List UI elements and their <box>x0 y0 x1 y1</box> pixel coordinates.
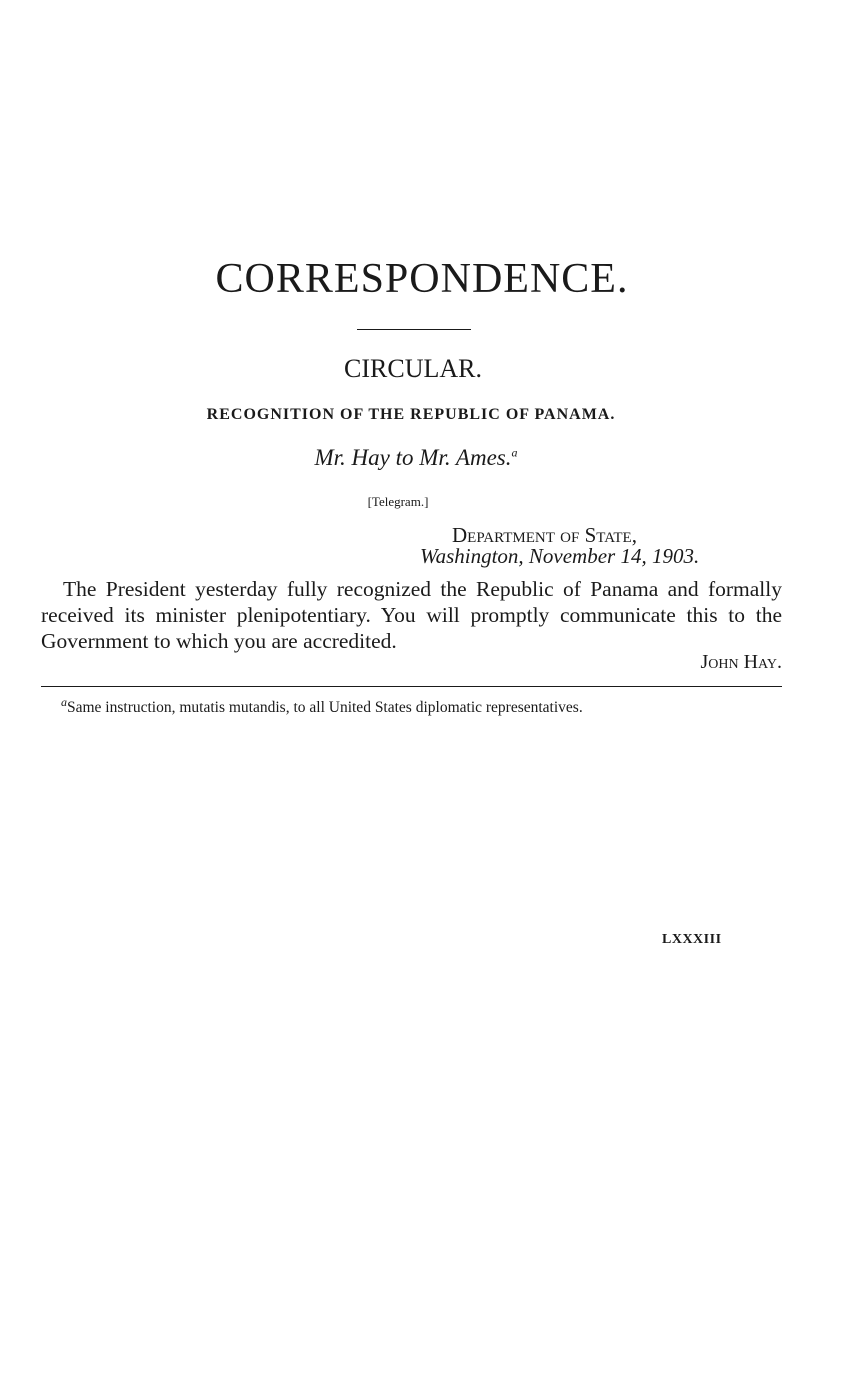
letter-addressing <box>0 446 832 469</box>
sender-office: Department of State, <box>452 523 637 547</box>
addressing-text: Mr. Hay to Mr. Ames. <box>314 445 512 470</box>
page-title: CORRESPONDENCE. <box>215 256 629 302</box>
subject-heading: RECOGNITION OF THE REPUBLIC OF PANAMA. <box>206 406 616 423</box>
letter-form: [Telegram.] <box>367 494 429 509</box>
footnote-reference: a <box>511 445 518 460</box>
section-heading: CIRCULAR. <box>344 354 482 383</box>
page-number: LXXXIII <box>662 932 722 947</box>
signature: John Hay. <box>700 651 782 673</box>
place-date: Washington, November 14, 1903. <box>420 544 700 568</box>
footnote-text: Same instruction, mutatis mutandis, to all United States diplomatic representatives. <box>67 699 583 716</box>
letter-body: The President yesterday fully recognized the Republic of Panama and formally received its minister plenipotentiary. You will promptly communicate this to the Government to which you are accredited. <box>41 577 782 653</box>
title-divider <box>357 329 471 330</box>
footnote <box>41 694 782 718</box>
footnote-marker: a <box>61 694 67 709</box>
footnote-divider <box>41 686 782 687</box>
